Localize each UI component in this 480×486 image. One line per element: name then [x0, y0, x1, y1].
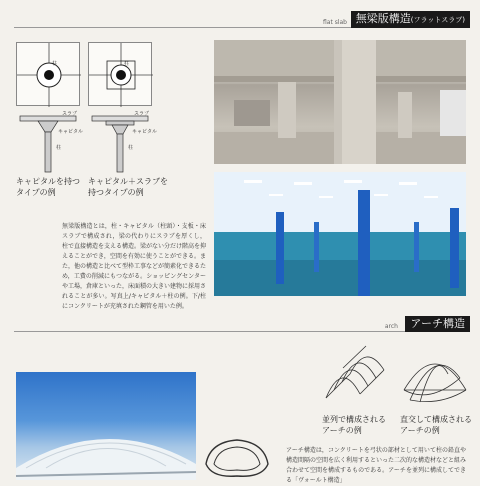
plan-diagram-icon	[89, 43, 153, 107]
label-column-section: 柱	[128, 145, 134, 151]
section-diagram-icon	[16, 110, 80, 172]
arch-ring-diagram	[202, 436, 272, 480]
hall-photo-illustration	[214, 172, 466, 296]
caption-capital-type: キャピタルを持つ タイプの例	[16, 177, 80, 197]
photo-dome	[16, 372, 196, 480]
label-capital: キャピタル	[132, 129, 158, 135]
label-capital: キャピタル	[58, 129, 84, 135]
photo-concrete-interior	[214, 40, 466, 164]
description-arch: アーチ構造は，コンクリートを弓状の部材として用いて柱の鉛直や構造間隔の空間を広く利用するといった二次的な構造材などと組み合わせて空間を構成するものである。アーチを並列に構成してできる「ヴォールト構造」	[286, 447, 467, 484]
ring-diagram-icon	[202, 436, 272, 480]
plan-diagram-icon	[17, 43, 81, 107]
plan-view-capital	[16, 42, 80, 106]
caption-parallel-arch: 並列で構成される アーチの例	[322, 415, 386, 435]
label-slab: スラブ	[62, 111, 78, 117]
section-title-jp: アーチ構造	[405, 316, 470, 332]
section-header-arch	[14, 318, 470, 332]
section-view-capital	[16, 110, 80, 172]
section-view-capital-slab	[88, 110, 152, 172]
description-flat-slab: 無梁版構造とは，柱・キャピタル（柱頭）・支板・床スラブで構成され，梁の代わりにスラブを厚くし，柱で直接構造を支える構造。梁がない分だけ階高を抑えることができ，空間を有効に使うことができる。また，他の構造と比べて型枠工事などが簡素化できるため，工費の削減にもつながる。ショッピングセンターや工場，倉庫といった，床面積の大きい建物に採用されることが多い。写真上/キャピタル＋柱の例。下/柱にコンクリートが充填された鋼管を用いた例。	[62, 223, 207, 310]
interior-photo-illustration	[214, 40, 466, 164]
section-title-en: flat slab	[323, 19, 347, 26]
crossing-arch-diagram	[400, 344, 470, 406]
section-title-en: arch	[384, 323, 398, 330]
section-title-jp: 無梁版構造(フラットスラブ)	[351, 11, 470, 28]
dome-photo-illustration	[16, 372, 196, 480]
label-column: 柱	[124, 61, 130, 67]
label-column-section: 柱	[56, 145, 62, 151]
plan-view-capital-slab	[88, 42, 152, 106]
section-diagram-icon	[88, 110, 152, 172]
caption-crossing-arch: 直交して構成される アーチの例	[400, 415, 472, 435]
parallel-arch-diagram	[320, 342, 392, 406]
section-header-flat-slab	[14, 14, 470, 28]
photo-blue-column-hall	[214, 172, 466, 296]
crossing-arch-icon	[400, 344, 470, 406]
label-slab: スラブ	[134, 111, 150, 117]
parallel-arch-icon	[320, 342, 392, 406]
caption-capital-slab-type: キャピタル＋スラブを 持つタイプの例	[88, 177, 168, 197]
label-column: 柱	[52, 61, 58, 67]
